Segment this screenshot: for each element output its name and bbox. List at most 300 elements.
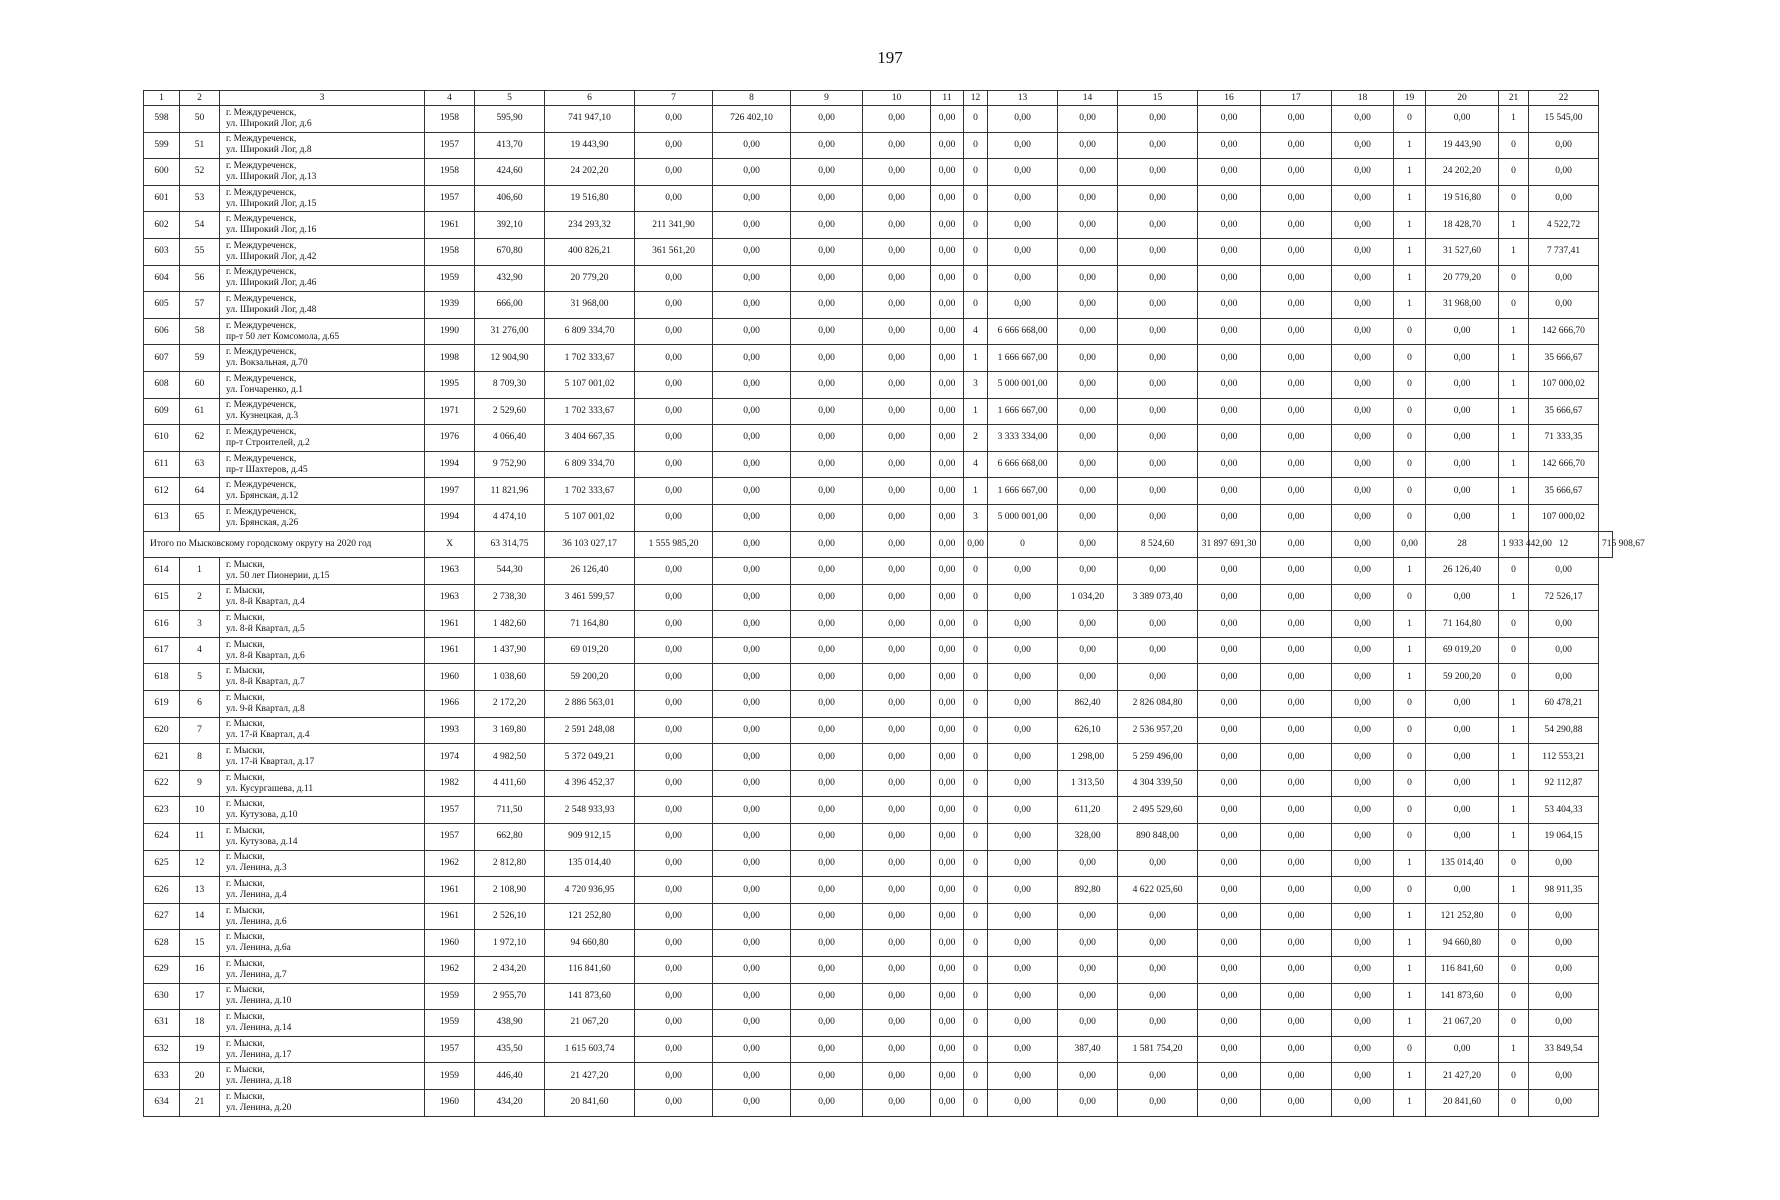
table-cell: 0 — [1499, 930, 1529, 957]
subtotal-cell: 0,00 — [931, 531, 964, 558]
table-cell: 1 — [964, 478, 988, 505]
subtotal-cell: 0,00 — [1394, 531, 1426, 558]
table-row — [144, 824, 1613, 851]
table-cell: 0,00 — [931, 957, 964, 984]
table-cell: 0,00 — [713, 451, 791, 478]
table-cell: 0,00 — [1198, 345, 1261, 372]
table-cell: 0,00 — [1332, 265, 1394, 292]
table-cell: 141 873,60 — [545, 983, 635, 1010]
column-header: 8 — [713, 91, 791, 106]
table-cell: 0,00 — [1058, 983, 1118, 1010]
table-cell: 0,00 — [988, 132, 1058, 159]
table-cell: 0,00 — [1058, 106, 1118, 133]
table-cell: 21 — [180, 1089, 220, 1116]
table-cell: 0,00 — [791, 345, 863, 372]
table-cell: 0 — [1499, 903, 1529, 930]
table-cell: 0,00 — [863, 292, 931, 319]
table-cell: 446,40 — [475, 1063, 545, 1090]
address-cell: г. Междуреченск, ул. Широкий Лог, д.8 — [220, 132, 425, 159]
address-cell: г. Мыски, ул. 8-й Квартал, д.7 — [220, 664, 425, 691]
table-cell: 0,00 — [635, 1089, 713, 1116]
table-cell: 0,00 — [1261, 1089, 1332, 1116]
table-cell: 0,00 — [791, 744, 863, 771]
table-cell: 1958 — [425, 238, 475, 265]
table-cell: 0,00 — [931, 345, 964, 372]
table-cell: 0,00 — [1332, 212, 1394, 239]
table-cell: 0 — [1499, 983, 1529, 1010]
table-cell: 0,00 — [1058, 1063, 1118, 1090]
table-cell: 633 — [144, 1063, 180, 1090]
table-cell: 1 482,60 — [475, 611, 545, 638]
table-cell: 607 — [144, 345, 180, 372]
column-header: 11 — [931, 91, 964, 106]
table-cell: 5 372 049,21 — [545, 744, 635, 771]
table-cell: 0,00 — [1261, 345, 1332, 372]
table-cell: 0,00 — [1261, 717, 1332, 744]
table-row — [144, 1089, 1613, 1116]
table-cell: 0,00 — [1198, 425, 1261, 452]
table-cell: 135 014,40 — [1426, 850, 1499, 877]
table-cell: 94 660,80 — [545, 930, 635, 957]
column-header: 9 — [791, 91, 863, 106]
table-cell: 0,00 — [1426, 744, 1499, 771]
table-cell: 0,00 — [1332, 504, 1394, 531]
table-cell: 0 — [964, 1036, 988, 1063]
table-cell: 0,00 — [1058, 398, 1118, 425]
table-cell: 0,00 — [1118, 504, 1198, 531]
table-cell: 0,00 — [1058, 850, 1118, 877]
table-cell: 5 107 001,02 — [545, 504, 635, 531]
table-cell: 1961 — [425, 877, 475, 904]
table-cell: 0 — [1394, 717, 1426, 744]
table-cell: 0 — [1499, 611, 1529, 638]
table-cell: 0,00 — [931, 930, 964, 957]
table-cell: 435,50 — [475, 1036, 545, 1063]
table-cell: 35 666,67 — [1529, 345, 1599, 372]
table-cell: 0,00 — [713, 371, 791, 398]
subtotal-cell: 63 314,75 — [475, 531, 545, 558]
table-cell: 0,00 — [791, 664, 863, 691]
table-cell: 0,00 — [713, 691, 791, 718]
table-cell: 0,00 — [713, 318, 791, 345]
table-cell: 0,00 — [1198, 238, 1261, 265]
table-cell: 0,00 — [931, 398, 964, 425]
table-cell: 432,90 — [475, 265, 545, 292]
table-cell: 0,00 — [635, 957, 713, 984]
table-cell: 0 — [1499, 1089, 1529, 1116]
table-cell: 1 — [1394, 850, 1426, 877]
table-cell: 71 333,35 — [1529, 425, 1599, 452]
table-cell: 0,00 — [863, 744, 931, 771]
table-cell: 1 — [1394, 1063, 1426, 1090]
table-cell: 0,00 — [1261, 930, 1332, 957]
table-cell: 19 516,80 — [545, 185, 635, 212]
table-cell: 438,90 — [475, 1010, 545, 1037]
table-cell: 0,00 — [1118, 132, 1198, 159]
table-cell: 0,00 — [988, 691, 1058, 718]
table-cell: 0,00 — [635, 717, 713, 744]
table-cell: 613 — [144, 504, 180, 531]
table-cell: 0,00 — [635, 1036, 713, 1063]
table-cell: 0,00 — [713, 824, 791, 851]
table-cell: 19 064,15 — [1529, 824, 1599, 851]
table-cell: 12 904,90 — [475, 345, 545, 372]
table-cell: 0,00 — [791, 558, 863, 585]
table-cell: 0,00 — [1118, 983, 1198, 1010]
table-cell: 0,00 — [931, 1010, 964, 1037]
table-cell: 0 — [964, 584, 988, 611]
table-cell: 0,00 — [1261, 451, 1332, 478]
address-cell: г. Мыски, ул. Ленина, д.20 — [220, 1089, 425, 1116]
subtotal-cell: 31 897 691,30 — [1198, 531, 1261, 558]
table-cell: 1 — [1499, 824, 1529, 851]
table-cell: 1958 — [425, 159, 475, 186]
table-cell: 0,00 — [1118, 212, 1198, 239]
table-cell: 892,80 — [1058, 877, 1118, 904]
address-cell: г. Междуреченск, ул. Широкий Лог, д.16 — [220, 212, 425, 239]
table-cell: 2 812,80 — [475, 850, 545, 877]
table-cell: 6 809 334,70 — [545, 318, 635, 345]
address-cell: г. Мыски, ул. Ленина, д.6а — [220, 930, 425, 957]
table-cell: 0,00 — [1426, 504, 1499, 531]
table-cell: 0,00 — [1332, 903, 1394, 930]
table-cell: 0,00 — [791, 770, 863, 797]
subtotal-cell: 1 933 442,00 — [1499, 531, 1529, 558]
table-cell: 0,00 — [1261, 558, 1332, 585]
table-cell: 0,00 — [791, 185, 863, 212]
table-cell: 116 841,60 — [545, 957, 635, 984]
table-cell: 0,00 — [635, 558, 713, 585]
table-cell: 20 779,20 — [545, 265, 635, 292]
table-cell: 0,00 — [791, 451, 863, 478]
table-cell: 0,00 — [863, 1063, 931, 1090]
table-cell: 2 738,30 — [475, 584, 545, 611]
table-cell: 0 — [1394, 478, 1426, 505]
table-cell: 0,00 — [863, 345, 931, 372]
table-cell: 0 — [1394, 877, 1426, 904]
table-cell: 26 126,40 — [1426, 558, 1499, 585]
table-cell: 0,00 — [1198, 132, 1261, 159]
table-cell: 0,00 — [635, 345, 713, 372]
table-cell: 0 — [964, 1010, 988, 1037]
table-cell: 0,00 — [863, 797, 931, 824]
table-cell: 1957 — [425, 797, 475, 824]
table-cell: 0,00 — [931, 903, 964, 930]
table-cell: 0 — [964, 797, 988, 824]
table-cell: 0,00 — [1198, 371, 1261, 398]
table-cell: 19 443,90 — [1426, 132, 1499, 159]
table-cell: 18 428,70 — [1426, 212, 1499, 239]
address-cell: г. Междуреченск, ул. Брянская, д.12 — [220, 478, 425, 505]
table-cell: 0,00 — [1198, 185, 1261, 212]
table-cell: 26 126,40 — [545, 558, 635, 585]
table-cell: 19 443,90 — [545, 132, 635, 159]
table-cell: 0,00 — [863, 1010, 931, 1037]
table-row — [144, 238, 1613, 265]
table-cell: 0,00 — [1529, 185, 1599, 212]
table-cell: 0,00 — [791, 132, 863, 159]
table-cell: 0 — [964, 770, 988, 797]
table-cell: 0,00 — [791, 877, 863, 904]
table-cell: 1 — [1394, 957, 1426, 984]
table-cell: 0,00 — [1426, 1036, 1499, 1063]
table-cell: 0,00 — [635, 159, 713, 186]
table-cell: 400 826,21 — [545, 238, 635, 265]
table-cell: 0 — [1394, 504, 1426, 531]
table-cell: 0,00 — [931, 744, 964, 771]
table-cell: 59 — [180, 345, 220, 372]
table-cell: 0,00 — [1261, 1063, 1332, 1090]
table-cell: 0,00 — [988, 903, 1058, 930]
table-cell: 0,00 — [863, 132, 931, 159]
table-cell: 0,00 — [1058, 265, 1118, 292]
table-cell: 0,00 — [791, 478, 863, 505]
table-cell: 0,00 — [1261, 398, 1332, 425]
table-cell: 0,00 — [635, 1010, 713, 1037]
table-cell: 11 — [180, 824, 220, 851]
table-cell: 1 — [1499, 238, 1529, 265]
table-cell: 1 — [1499, 691, 1529, 718]
table-cell: 0,00 — [931, 212, 964, 239]
table-cell: 0,00 — [1198, 930, 1261, 957]
address-cell: г. Междуреченск, ул. Вокзальная, д.70 — [220, 345, 425, 372]
table-cell: 0,00 — [791, 398, 863, 425]
table-cell: 0,00 — [1198, 451, 1261, 478]
table-cell: 0 — [964, 637, 988, 664]
table-cell: 31 968,00 — [1426, 292, 1499, 319]
table-row — [144, 478, 1613, 505]
table-cell: 0,00 — [1118, 425, 1198, 452]
table-cell: 629 — [144, 957, 180, 984]
address-cell: г. Междуреченск, ул. Широкий Лог, д.13 — [220, 159, 425, 186]
table-cell: 2 591 248,08 — [545, 717, 635, 744]
table-cell: 6 809 334,70 — [545, 451, 635, 478]
table-cell: 1957 — [425, 132, 475, 159]
table-cell: 0,00 — [1332, 637, 1394, 664]
table-cell: 0,00 — [1118, 106, 1198, 133]
table-cell: 0,00 — [791, 318, 863, 345]
table-cell: 610 — [144, 425, 180, 452]
table-cell: 0,00 — [635, 903, 713, 930]
table-cell: 0,00 — [1261, 265, 1332, 292]
table-row — [144, 371, 1613, 398]
table-cell: 0 — [1394, 318, 1426, 345]
column-header: 18 — [1332, 91, 1394, 106]
table-cell: 17 — [180, 983, 220, 1010]
table-cell: 3 461 599,57 — [545, 584, 635, 611]
table-cell: 0,00 — [713, 159, 791, 186]
table-row — [144, 558, 1613, 585]
table-cell: 0,00 — [931, 558, 964, 585]
table-cell: 0,00 — [1198, 1010, 1261, 1037]
table-cell: 0,00 — [863, 717, 931, 744]
table-cell: 1959 — [425, 1010, 475, 1037]
subtotal-cell: 0,00 — [964, 531, 988, 558]
table-cell: 1 — [1394, 1089, 1426, 1116]
table-cell: 0,00 — [1198, 106, 1261, 133]
table-cell: 71 164,80 — [1426, 611, 1499, 638]
table-cell: 69 019,20 — [545, 637, 635, 664]
table-cell: 9 752,90 — [475, 451, 545, 478]
table-cell: 0,00 — [1332, 983, 1394, 1010]
table-cell: 0,00 — [713, 398, 791, 425]
table-row — [144, 744, 1613, 771]
table-cell: 1960 — [425, 930, 475, 957]
table-row — [144, 664, 1613, 691]
table-cell: 0 — [964, 983, 988, 1010]
table-cell: 1 — [1394, 611, 1426, 638]
subtotal-cell: 28 — [1426, 531, 1499, 558]
column-header: 5 — [475, 91, 545, 106]
table-cell: 0,00 — [863, 212, 931, 239]
table-cell: 0,00 — [1332, 717, 1394, 744]
table-cell: 0,00 — [1118, 478, 1198, 505]
table-cell: 3 — [180, 611, 220, 638]
table-row — [144, 106, 1613, 133]
table-cell: 0,00 — [791, 238, 863, 265]
table-cell: 0,00 — [635, 504, 713, 531]
table-cell: 4 304 339,50 — [1118, 770, 1198, 797]
table-cell: 0 — [1394, 371, 1426, 398]
table-cell: 0,00 — [863, 691, 931, 718]
table-row — [144, 637, 1613, 664]
table-cell: 1 — [1499, 744, 1529, 771]
table-cell: 1 — [1394, 558, 1426, 585]
table-cell: 11 821,96 — [475, 478, 545, 505]
table-cell: 406,60 — [475, 185, 545, 212]
table-cell: 1963 — [425, 584, 475, 611]
table-cell: 0,00 — [1198, 558, 1261, 585]
table-cell: 1971 — [425, 398, 475, 425]
table-cell: 1 702 333,67 — [545, 345, 635, 372]
table-cell: 0,00 — [1058, 451, 1118, 478]
table-cell: 0,00 — [791, 691, 863, 718]
column-header: 1 — [144, 91, 180, 106]
table-cell: 0,00 — [988, 797, 1058, 824]
table-cell: 0 — [1394, 345, 1426, 372]
table-cell: 599 — [144, 132, 180, 159]
table-cell: 0,00 — [1426, 478, 1499, 505]
table-row — [144, 212, 1613, 239]
table-cell: 622 — [144, 770, 180, 797]
table-cell: 1 666 667,00 — [988, 345, 1058, 372]
table-cell: 1 — [1499, 371, 1529, 398]
table-cell: 0,00 — [1332, 238, 1394, 265]
table-cell: 0,00 — [1426, 425, 1499, 452]
table-cell: 0,00 — [863, 637, 931, 664]
address-cell: г. Междуреченск, ул. Широкий Лог, д.46 — [220, 265, 425, 292]
table-cell: 0,00 — [1529, 1063, 1599, 1090]
table-cell: 0,00 — [791, 159, 863, 186]
table-cell: 0,00 — [1332, 1063, 1394, 1090]
table-cell: 0,00 — [863, 185, 931, 212]
table-cell: 0,00 — [713, 292, 791, 319]
table-cell: 0,00 — [635, 664, 713, 691]
table-cell: 2 495 529,60 — [1118, 797, 1198, 824]
table-cell: 0,00 — [1529, 1010, 1599, 1037]
table-cell: 1 702 333,67 — [545, 398, 635, 425]
table-cell: 0,00 — [1261, 238, 1332, 265]
table-cell: 1 — [1499, 584, 1529, 611]
table-cell: 55 — [180, 238, 220, 265]
table-cell: 62 — [180, 425, 220, 452]
table-cell: 2 — [180, 584, 220, 611]
subtotal-cell: 0,00 — [713, 531, 791, 558]
table-cell: 392,10 — [475, 212, 545, 239]
table-cell: 0,00 — [635, 451, 713, 478]
table-cell: 627 — [144, 903, 180, 930]
table-cell: 0,00 — [931, 797, 964, 824]
table-cell: 0,00 — [988, 664, 1058, 691]
table-row — [144, 1010, 1613, 1037]
table-cell: 10 — [180, 797, 220, 824]
table-cell: 0,00 — [931, 478, 964, 505]
table-cell: 0,00 — [791, 717, 863, 744]
address-cell: г. Междуреченск, ул. Широкий Лог, д.6 — [220, 106, 425, 133]
table-cell: 600 — [144, 159, 180, 186]
table-cell: 0,00 — [863, 106, 931, 133]
table-cell: 0,00 — [1058, 504, 1118, 531]
table-cell: 0,00 — [931, 664, 964, 691]
table-cell: 0,00 — [1198, 850, 1261, 877]
table-cell: 1961 — [425, 637, 475, 664]
table-cell: 0,00 — [863, 558, 931, 585]
table-cell: 0,00 — [1261, 425, 1332, 452]
address-cell: г. Мыски, ул. 8-й Квартал, д.4 — [220, 584, 425, 611]
address-cell: г. Мыски, ул. Ленина, д.18 — [220, 1063, 425, 1090]
table-row — [144, 132, 1613, 159]
table-cell: 31 276,00 — [475, 318, 545, 345]
table-cell: 4 — [964, 451, 988, 478]
table-cell: 1974 — [425, 744, 475, 771]
table-cell: 0,00 — [988, 744, 1058, 771]
table-cell: 619 — [144, 691, 180, 718]
table-cell: 0 — [1394, 106, 1426, 133]
table-cell: 0,00 — [713, 744, 791, 771]
table-cell: 20 841,60 — [1426, 1089, 1499, 1116]
table-cell: 0,00 — [1529, 930, 1599, 957]
table-cell: 0,00 — [1118, 930, 1198, 957]
table-cell: 0,00 — [791, 637, 863, 664]
table-cell: 0,00 — [1529, 1089, 1599, 1116]
table-cell: 0 — [964, 558, 988, 585]
table-cell: 0,00 — [1058, 185, 1118, 212]
address-cell: г. Мыски, ул. Ленина, д.7 — [220, 957, 425, 984]
subtotal-cell: 0,00 — [1332, 531, 1394, 558]
table-cell: 0,00 — [791, 1063, 863, 1090]
table-cell: 135 014,40 — [545, 850, 635, 877]
subtotal-cell: 1 555 985,20 — [635, 531, 713, 558]
table-cell: 434,20 — [475, 1089, 545, 1116]
table-cell: 0,00 — [1198, 797, 1261, 824]
table-cell: 35 666,67 — [1529, 398, 1599, 425]
table-cell: 1 — [1394, 983, 1426, 1010]
table-cell: 31 527,60 — [1426, 238, 1499, 265]
table-cell: 0,00 — [988, 159, 1058, 186]
table-cell: 620 — [144, 717, 180, 744]
table-cell: 0,00 — [1118, 850, 1198, 877]
table-cell: 0,00 — [1332, 425, 1394, 452]
table-cell: 0,00 — [988, 265, 1058, 292]
table-cell: 0,00 — [931, 106, 964, 133]
table-cell: 60 — [180, 371, 220, 398]
table-cell: 0,00 — [635, 1063, 713, 1090]
table-cell: 0,00 — [1332, 797, 1394, 824]
table-cell: 0,00 — [1058, 1089, 1118, 1116]
table-cell: 0,00 — [713, 238, 791, 265]
table-cell: 862,40 — [1058, 691, 1118, 718]
table-cell: 624 — [144, 824, 180, 851]
